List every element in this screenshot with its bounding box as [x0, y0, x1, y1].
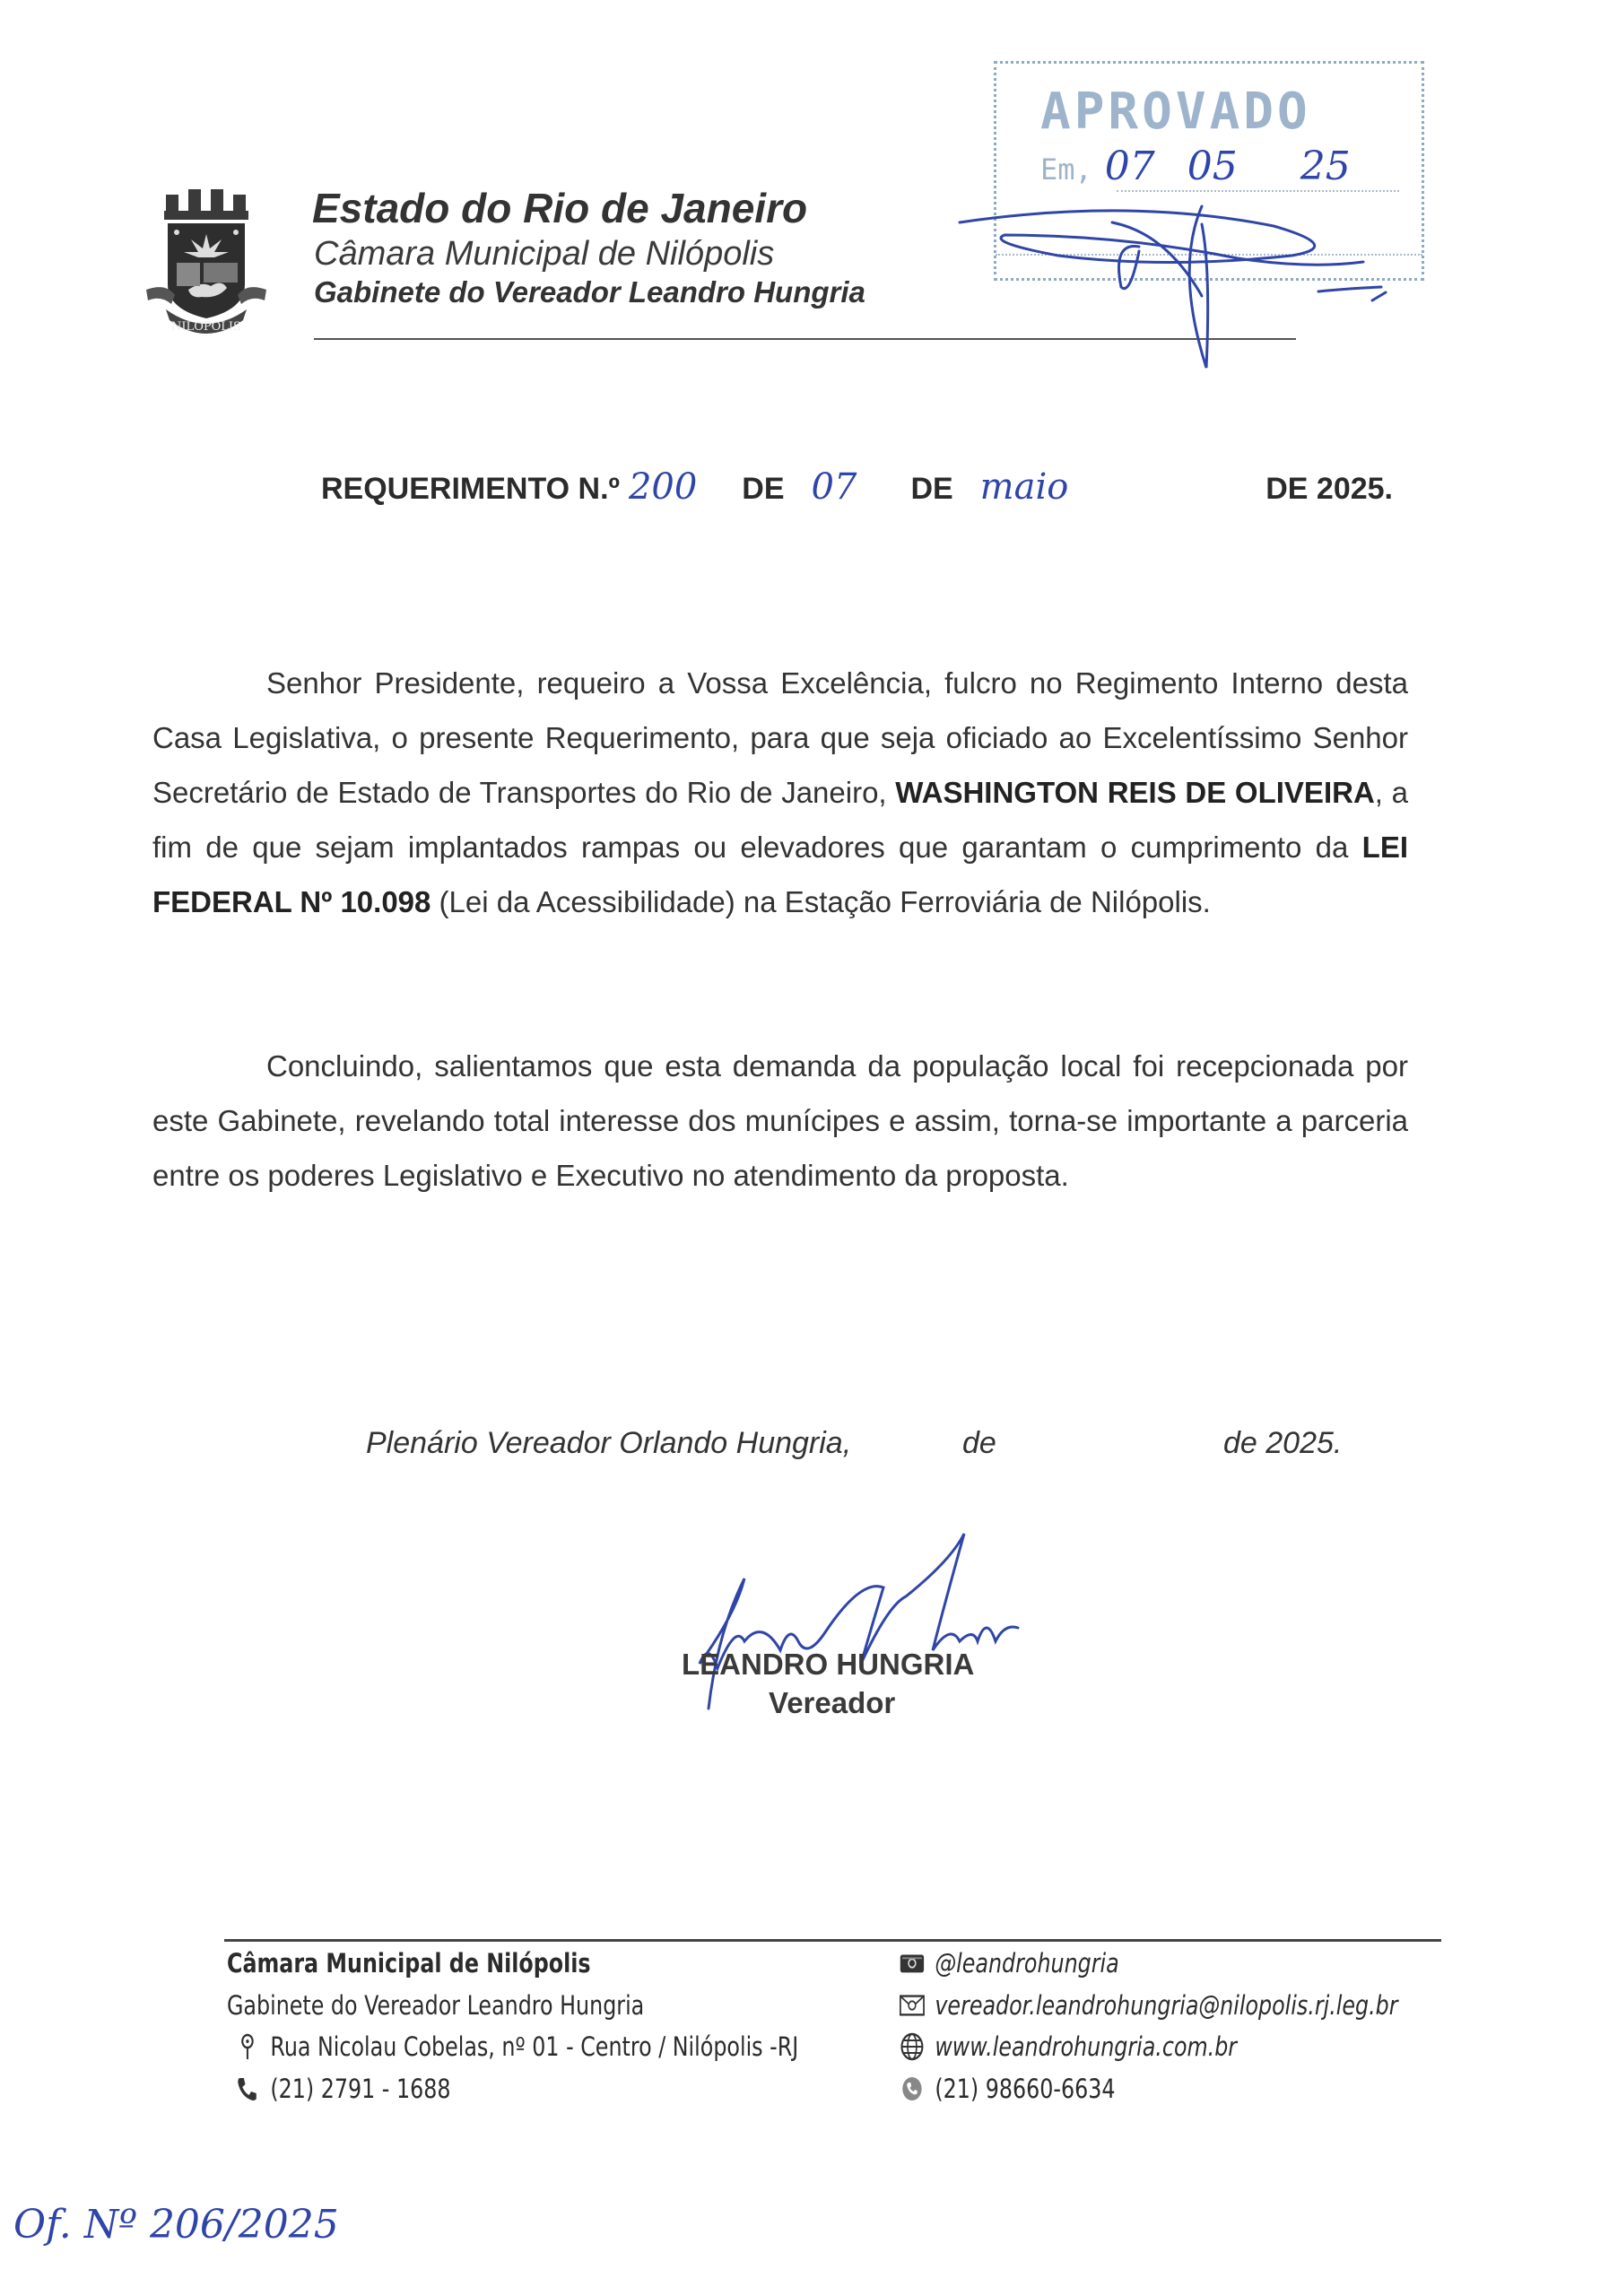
phone-icon — [235, 2075, 260, 2102]
stamp-signature-line — [996, 254, 1422, 256]
footer-phone: (21) 2791 - 1688 — [270, 2074, 451, 2104]
requerimento-de-2: DE — [910, 472, 953, 506]
requerimento-year: DE 2025. — [1265, 472, 1393, 506]
requerimento-line — [321, 466, 1393, 508]
secretary-name: WASHINGTON REIS DE OLIVEIRA — [895, 776, 1375, 809]
p2-text: Concluindo, salientamos que esta demanda da população local foi recepcionada por este Gabinete, revelando total interesse dos munícipes e assim, torna-se importante a parceria entre os poderes Legislativo e Executivo no atendimento da proposta. — [152, 1049, 1408, 1192]
footer-address-row — [235, 2031, 798, 2062]
footer-website[interactable]: www.leandrohungria.com.br — [935, 2031, 1238, 2062]
p1-text-a: Senhor Presidente, requeiro a Vossa Excelência, fulcro no Regimento Interno desta Casa Legislativa, o presente Requerimento, para que seja oficiado ao Excelentíssimo Senhor Secretário de Estado de Transportes do Rio de Janeiro, — [152, 666, 1408, 809]
body-paragraph-2 — [152, 1039, 1408, 1203]
handwritten-office-number: Of. Nº 206/2025 — [13, 2202, 339, 2248]
stamp-day: 07 — [1104, 144, 1155, 189]
footer-instagram-row — [900, 1948, 1119, 1979]
header-office: Gabinete do Vereador Leandro Hungria — [314, 275, 865, 309]
footer-address: Rua Nicolau Cobelas, nº 01 - Centro / Nilópolis -RJ — [270, 2031, 799, 2062]
footer-office: Gabinete do Vereador Leandro Hungria — [227, 1990, 645, 2021]
globe-icon — [900, 2033, 925, 2060]
closing-de: de — [962, 1426, 996, 1460]
footer-website-row — [900, 2031, 1237, 2062]
header-subtitle: Câmara Municipal de Nilópolis — [314, 235, 775, 273]
closing-year: de 2025. — [1223, 1426, 1343, 1460]
footer-divider — [224, 1939, 1441, 1942]
coat-of-arms-icon — [139, 184, 274, 336]
map-pin-icon — [235, 2033, 260, 2060]
stamp-date-row — [1040, 144, 1351, 189]
stamp-date-line — [1117, 190, 1399, 192]
footer-instagram[interactable]: @leandrohungria — [935, 1948, 1119, 1979]
footer-email[interactable]: vereador.leandrohungria@nilopolis.rj.leg.br — [935, 1990, 1398, 2021]
email-icon — [900, 1992, 925, 2019]
whatsapp-icon — [900, 2075, 925, 2102]
requerimento-number: 200 — [628, 466, 698, 508]
stamp-year: 25 — [1300, 144, 1351, 189]
requerimento-label: REQUERIMENTO N.º — [321, 472, 620, 506]
stamp-date-prefix: Em, — [1040, 152, 1092, 187]
p1-text-c: (Lei da Acessibilidade) na Estação Ferroviária de Nilópolis. — [431, 885, 1211, 918]
footer-email-row — [900, 1990, 1398, 2021]
author-signature — [700, 1534, 1018, 1709]
p1-text-b: , a fim de que sejam implantados rampas ou elevadores que garantam o cumprimento da — [152, 776, 1408, 864]
header-divider — [314, 338, 1296, 340]
law-reference: LEI FEDERAL Nº 10.098 — [152, 831, 1408, 918]
signer-name: LEANDRO HUNGRIA — [682, 1648, 975, 1681]
footer-whatsapp: (21) 98660-6634 — [935, 2074, 1116, 2104]
crest-label: NILOPOLIS — [171, 320, 241, 334]
requerimento-day: 07 — [811, 466, 857, 508]
footer-org: Câmara Municipal de Nilópolis — [227, 1948, 591, 1979]
closing-place: Plenário Vereador Orlando Hungria, — [366, 1426, 852, 1460]
requerimento-month: maio — [979, 466, 1069, 508]
requerimento-de-1: DE — [742, 472, 785, 506]
signer-role: Vereador — [769, 1686, 896, 1719]
stamp-title: APROVADO — [1040, 83, 1311, 141]
header-title: Estado do Rio de Janeiro — [312, 185, 808, 231]
footer-whatsapp-row — [900, 2074, 1115, 2104]
stamp-month: 05 — [1187, 144, 1238, 189]
camera-icon — [900, 1950, 925, 1977]
body-paragraph-1 — [152, 656, 1408, 929]
footer-phone-row — [235, 2074, 450, 2104]
